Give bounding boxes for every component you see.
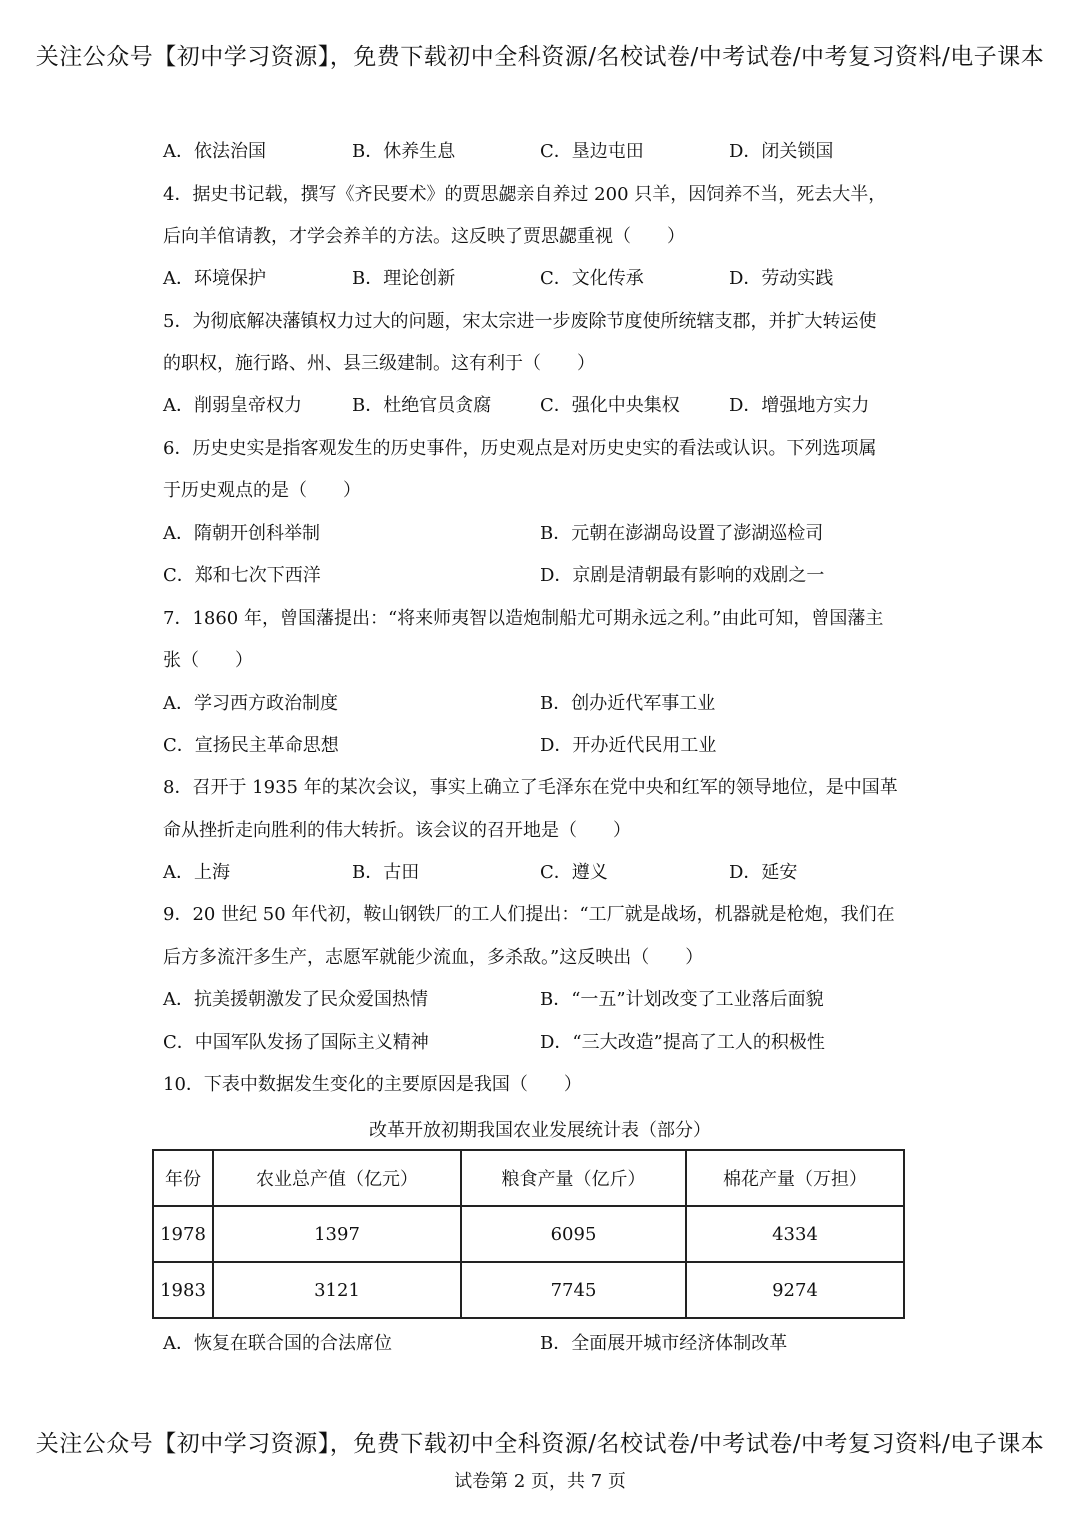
q6-option-c[interactable]: C．郑和七次下西洋	[163, 565, 321, 586]
q5-option-b[interactable]: B．杜绝官员贪腐	[352, 395, 492, 416]
q3-option-b[interactable]: B．休养生息	[352, 141, 456, 162]
q3-option-c[interactable]: C．垦边屯田	[540, 141, 644, 162]
q6-option-a[interactable]: A．隋朝开创科举制	[163, 523, 320, 544]
q5-stem-line-2: 的职权，施行路、州、县三级建制。这有利于（ ）	[163, 353, 595, 374]
q9-option-c[interactable]: C．中国军队发扬了国际主义精神	[163, 1032, 429, 1053]
q8-option-c[interactable]: C．遵义	[540, 862, 608, 883]
table-row	[153, 1206, 904, 1262]
q7-option-a[interactable]: A．学习西方政治制度	[163, 693, 338, 714]
q4-option-a[interactable]: A．环境保护	[163, 268, 266, 289]
q8-stem-line-2: 命从挫折走向胜利的伟大转折。该会议的召开地是（ ）	[163, 820, 631, 841]
q9-stem-line-1: 9．20 世纪 50 年代初，鞍山钢铁厂的工人们提出：“工厂就是战场，机器就是枪炮，我们在	[163, 904, 895, 925]
q10-option-b[interactable]: B．全面展开城市经济体制改革	[540, 1333, 788, 1354]
q10-stem: 10．下表中数据发生变化的主要原因是我国（ ）	[163, 1074, 582, 1095]
page-footer: 试卷第 2 页，共 7 页	[454, 1471, 626, 1492]
q9-option-b[interactable]: B．“一五”计划改变了工业落后面貌	[540, 989, 824, 1010]
table-cell: 4334	[686, 1206, 904, 1262]
promo-banner-bottom: 关注公众号【初中学习资源】，免费下载初中全科资源/名校试卷/中考试卷/中考复习资料/电子课本	[35, 1431, 1045, 1457]
table-header-cell: 农业总产值（亿元）	[213, 1150, 461, 1206]
q4-option-c[interactable]: C．文化传承	[540, 268, 644, 289]
q9-stem-line-2: 后方多流汗多生产，志愿军就能少流血，多杀敌。”这反映出（ ）	[163, 947, 704, 968]
table-cell: 3121	[213, 1262, 461, 1318]
q4-stem-line-2: 后向羊倌请教，才学会养羊的方法。这反映了贾思勰重视（ ）	[163, 226, 685, 247]
q5-option-a[interactable]: A．削弱皇帝权力	[163, 395, 302, 416]
q4-option-b[interactable]: B．理论创新	[352, 268, 456, 289]
q7-stem-line-2: 张（ ）	[163, 650, 253, 671]
q4-stem-line-1: 4．据史书记载，撰写《齐民要术》的贾思勰亲自养过 200 只羊，因饲养不当，死去大半，	[163, 184, 887, 205]
q7-option-d[interactable]: D．开办近代民用工业	[540, 735, 717, 756]
table-header-cell: 棉花产量（万担）	[686, 1150, 904, 1206]
table-header-cell: 年份	[153, 1150, 213, 1206]
q9-option-a[interactable]: A．抗美援朝激发了民众爱国热情	[163, 989, 428, 1010]
agriculture-stats-table	[152, 1149, 905, 1319]
q8-option-b[interactable]: B．古田	[352, 862, 420, 883]
q8-stem-line-1: 8．召开于 1935 年的某次会议，事实上确立了毛泽东在党中央和红军的领导地位，是中国革	[163, 777, 898, 798]
table-cell: 6095	[461, 1206, 686, 1262]
q8-option-a[interactable]: A．上海	[163, 862, 230, 883]
table-cell: 1978	[153, 1206, 213, 1262]
q6-option-b[interactable]: B．元朝在澎湖岛设置了澎湖巡检司	[540, 523, 824, 544]
q5-option-d[interactable]: D．增强地方实力	[729, 395, 870, 416]
q7-option-b[interactable]: B．创办近代军事工业	[540, 693, 716, 714]
q7-option-c[interactable]: C．宣扬民主革命思想	[163, 735, 339, 756]
table-cell: 7745	[461, 1262, 686, 1318]
promo-banner-top: 关注公众号【初中学习资源】，免费下载初中全科资源/名校试卷/中考试卷/中考复习资料/电子课本	[35, 44, 1045, 70]
table-cell: 1397	[213, 1206, 461, 1262]
q5-option-c[interactable]: C．强化中央集权	[540, 395, 680, 416]
q7-stem-line-1: 7．1860 年，曾国藩提出：“将来师夷智以造炮制船尤可期永远之利。”由此可知，曾国藩主	[163, 608, 884, 629]
q6-stem-line-1: 6．历史史实是指客观发生的历史事件，历史观点是对历史史实的看法或认识。下列选项属	[163, 438, 877, 459]
table-header-row	[153, 1150, 904, 1206]
table-cell: 9274	[686, 1262, 904, 1318]
q3-option-a[interactable]: A．依法治国	[163, 141, 266, 162]
table-caption: 改革开放初期我国农业发展统计表（部分）	[369, 1120, 711, 1141]
table-cell: 1983	[153, 1262, 213, 1318]
table-row	[153, 1262, 904, 1318]
q9-option-d[interactable]: D．“三大改造”提高了工人的积极性	[540, 1032, 825, 1053]
table-header-cell: 粮食产量（亿斤）	[461, 1150, 686, 1206]
q6-stem-line-2: 于历史观点的是（ ）	[163, 480, 361, 501]
q8-option-d[interactable]: D．延安	[729, 862, 798, 883]
q4-option-d[interactable]: D．劳动实践	[729, 268, 834, 289]
q3-option-d[interactable]: D．闭关锁国	[729, 141, 834, 162]
q10-option-a[interactable]: A．恢复在联合国的合法席位	[163, 1333, 392, 1354]
q6-option-d[interactable]: D．京剧是清朝最有影响的戏剧之一	[540, 565, 825, 586]
q5-stem-line-1: 5．为彻底解决藩镇权力过大的问题，宋太宗进一步废除节度使所统辖支郡，并扩大转运使	[163, 311, 877, 332]
